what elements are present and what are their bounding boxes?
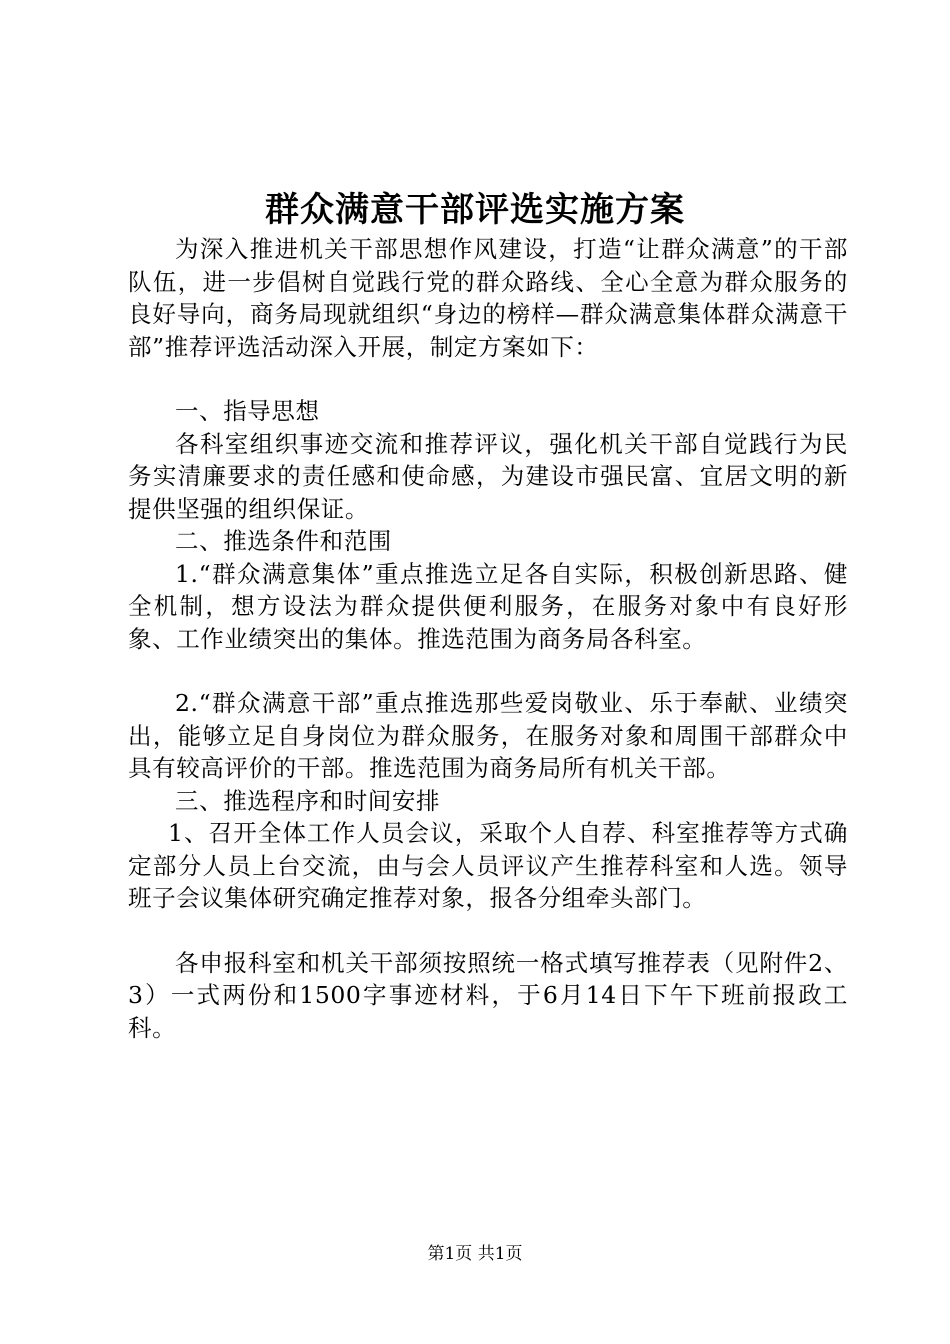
paragraph-submission: 各申报科室和机关干部须按照统一格式填写推荐表（见附件2、3）一式两份和1500字事迹材料，于6月14日下午下班前报政工科。 <box>128 948 848 1042</box>
page-footer: 第1页 共1页 <box>427 1244 523 1264</box>
paragraph-intro: 为深入推进机关干部思想作风建设，打造“让群众满意”的干部队伍，进一步倡树自觉践行党的群众路线、全心全意为群众服务的良好导向，商务局现就组织“身边的榜样—群众满意集体群众满意干部”推荐评选活动深入开展，制定方案如下： <box>128 235 848 361</box>
document-title: 群众满意干部评选实施方案 <box>265 190 685 230</box>
paragraph-guiding-thought: 各科室组织事迹交流和推荐评议，强化机关干部自觉践行为民务实清廉要求的责任感和使命感，为建设市强民富、宜居文明的新提供坚强的组织保证。 <box>128 429 848 523</box>
paragraph-meeting-procedure: 1、召开全体工作人员会议，采取个人自荐、科室推荐等方式确定部分人员上台交流，由与会人员评议产生推荐科室和人选。领导班子会议集体研究确定推荐对象，报各分组牵头部门。 <box>128 819 848 912</box>
paragraph-satisfied-cadre: 2.“群众满意干部”重点推选那些爱岗敬业、乐于奉献、业绩突出，能够立足自身岗位为群众服务，在服务对象和周围干部群众中具有较高评价的干部。推选范围为商务局所有机关干部。 <box>128 689 848 782</box>
section-heading-guiding-thought: 一、指导思想 <box>175 397 320 425</box>
document-body <box>128 233 848 1044</box>
spacer <box>128 915 848 947</box>
paragraph-satisfied-collective: 1.“群众满意集体”重点推选立足各自实际，积极创新思路、健全机制，想方设法为群众提供便利服务，在服务对象中有良好形象、工作业绩突出的集体。推选范围为商务局各科室。 <box>128 559 848 653</box>
section-heading-conditions-scope: 二、推选条件和范围 <box>175 527 392 555</box>
section-heading-procedure-schedule: 三、推选程序和时间安排 <box>175 786 441 815</box>
spacer <box>128 655 848 687</box>
spacer <box>128 363 848 395</box>
